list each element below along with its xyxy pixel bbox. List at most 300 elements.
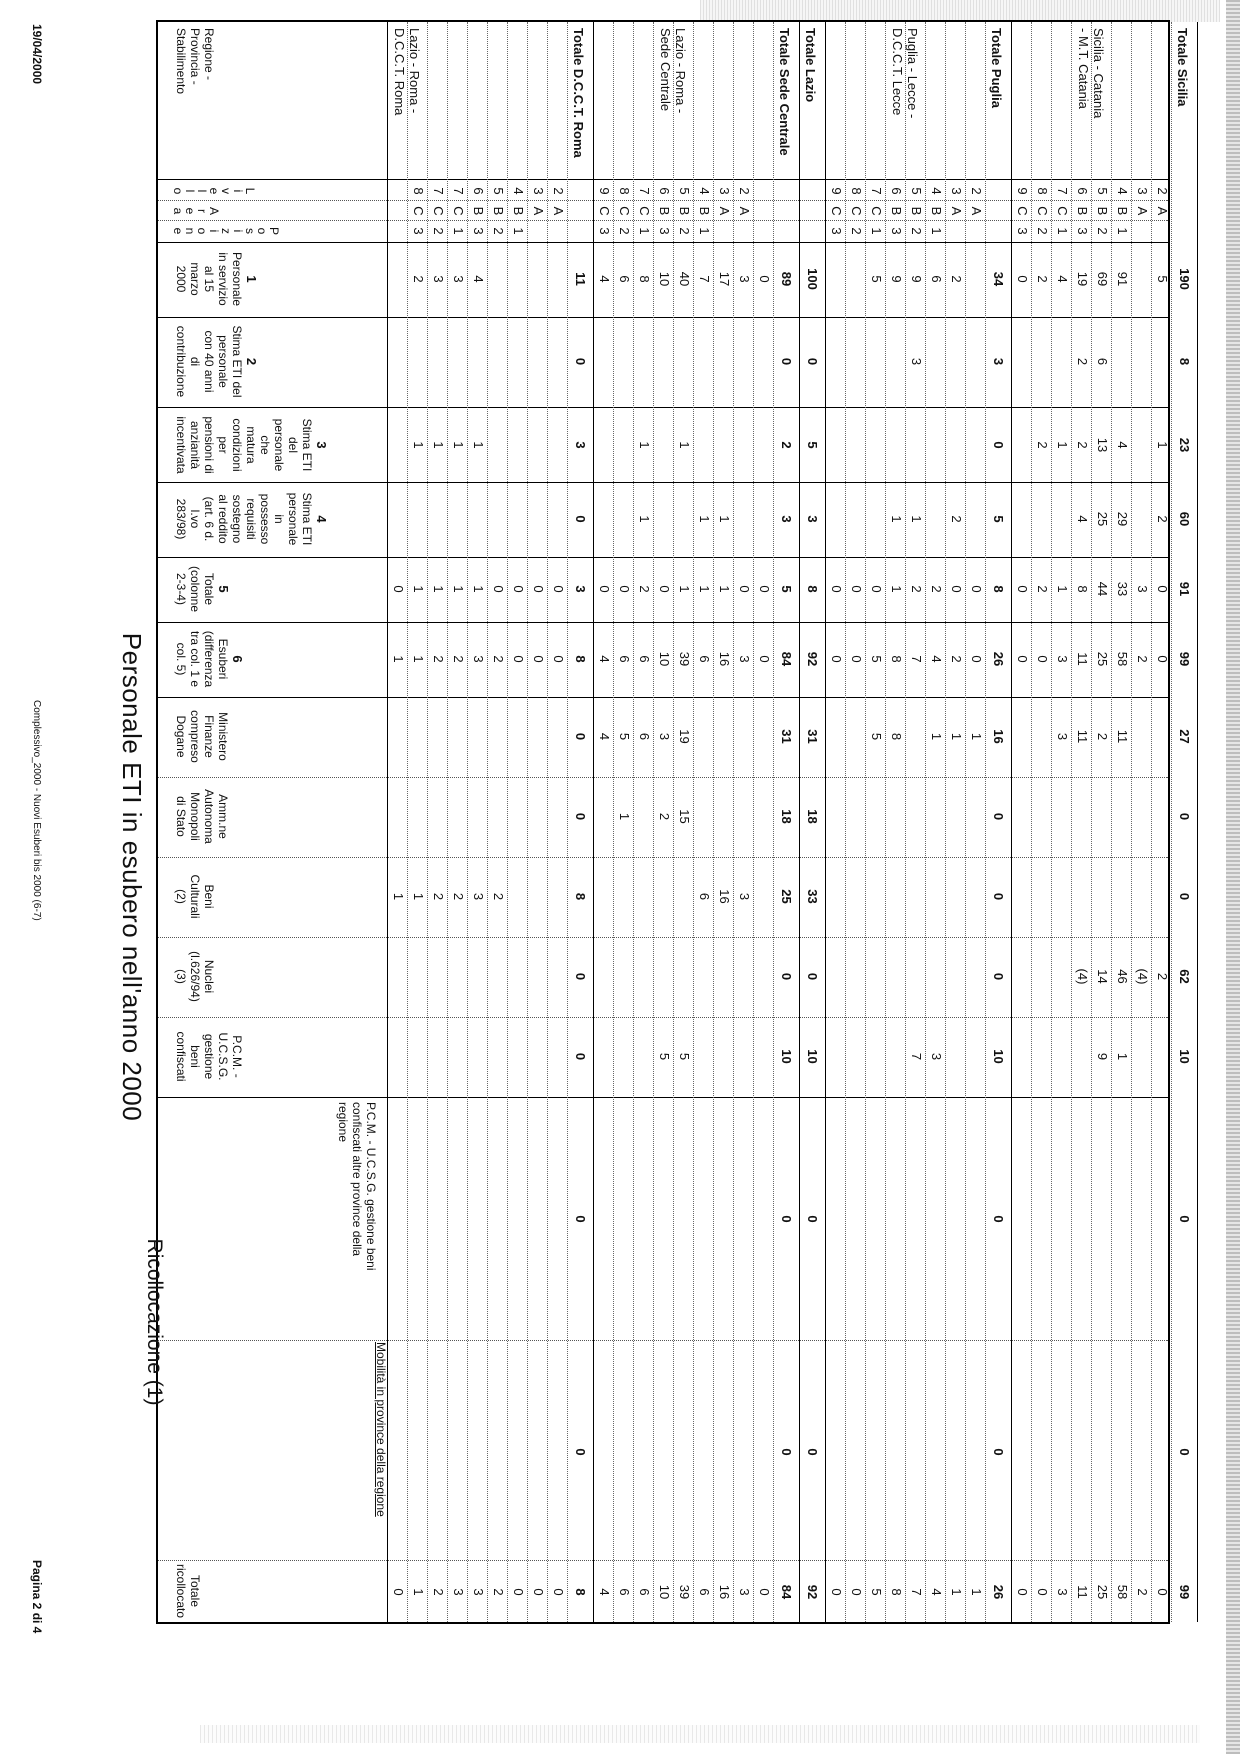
cell-c4 xyxy=(612,484,632,554)
cell-r6 xyxy=(1130,1099,1150,1339)
cell-r3 xyxy=(884,859,904,934)
cell-livello: 5 xyxy=(491,187,506,195)
cell-r6 xyxy=(824,1099,844,1339)
cell-r4 xyxy=(672,939,692,1014)
cell-c1: 3 xyxy=(431,275,446,283)
row-label: Puglia - Lecce - D.C.C.T. Lecce xyxy=(890,28,920,119)
cell-livello: 3 xyxy=(1135,187,1150,195)
cell-livello xyxy=(386,182,406,200)
cell-r7 xyxy=(692,1342,712,1562)
cell-area: B xyxy=(1095,206,1110,216)
cell-c3: 1 xyxy=(1055,441,1070,449)
cell-r3 xyxy=(824,859,844,934)
cell-area: C xyxy=(1035,206,1050,216)
cell-r3: 6 xyxy=(697,892,712,901)
cell-c5: 0 xyxy=(551,585,566,593)
cell-c5: 91 xyxy=(1177,581,1192,597)
cell-area: C xyxy=(849,206,864,216)
cell-c4 xyxy=(1050,484,1070,554)
cell-r2 xyxy=(1070,779,1090,854)
cell-r7 xyxy=(732,1342,752,1562)
cell-c1: 5 xyxy=(869,275,884,283)
cell-r4 xyxy=(844,939,864,1014)
cell-r6 xyxy=(944,1099,964,1339)
cell-r1: 4 xyxy=(597,732,612,741)
cell-r6 xyxy=(672,1099,692,1339)
cell-r3 xyxy=(1030,859,1050,934)
cell-c1 xyxy=(546,244,566,314)
table-row xyxy=(866,22,886,1622)
cell-c2 xyxy=(864,319,884,404)
cell-c2: 6 xyxy=(1095,357,1110,366)
cell-c4: 5 xyxy=(991,515,1006,523)
cell-r3 xyxy=(904,859,924,934)
cell-r2 xyxy=(1050,779,1070,854)
cell-c4 xyxy=(426,484,446,554)
cell-livello: 3 xyxy=(717,187,732,195)
cell-c5: 1 xyxy=(697,585,712,593)
cell-r5 xyxy=(844,1019,864,1094)
cell-c3: 3 xyxy=(573,441,588,449)
cell-tot: 3 xyxy=(471,1588,486,1596)
cell-r3: 3 xyxy=(471,892,486,901)
cell-c6: 58 xyxy=(1115,651,1130,667)
cell-r1 xyxy=(466,699,486,774)
cell-r1 xyxy=(1130,699,1150,774)
table-row xyxy=(508,22,528,1622)
cell-r2: 0 xyxy=(1177,812,1192,821)
header-mobilita-text: Mobilità in province della regione xyxy=(374,1342,388,1517)
cell-area: B xyxy=(909,206,924,216)
cell-tot: 0 xyxy=(849,1588,864,1596)
cell-area xyxy=(386,202,406,220)
cell-r5 xyxy=(692,1019,712,1094)
cell-r6 xyxy=(612,1099,632,1339)
cell-c4 xyxy=(732,484,752,554)
cell-r1: 11 xyxy=(1075,729,1090,744)
row-label: Sicilia - Catania - M.T. Catania xyxy=(1076,28,1106,119)
cell-r6 xyxy=(486,1099,506,1339)
cell-r4 xyxy=(1030,939,1050,1014)
cell-livello xyxy=(568,182,588,200)
cell-pos: 3 xyxy=(1015,227,1030,235)
cell-r5 xyxy=(632,1019,652,1094)
cell-r3: 1 xyxy=(411,892,426,901)
cell-c3: 23 xyxy=(1177,437,1192,453)
cell-r4: 0 xyxy=(991,972,1006,981)
cell-r3 xyxy=(632,859,652,934)
cell-c3 xyxy=(904,409,924,481)
cell-c4 xyxy=(546,484,566,554)
cell-c6: 2 xyxy=(1135,655,1150,663)
table-row xyxy=(926,22,946,1622)
cell-r1 xyxy=(486,699,506,774)
cell-c1: 40 xyxy=(677,271,692,287)
cell-r1: 19 xyxy=(677,729,692,744)
cell-r5: 10 xyxy=(779,1049,794,1064)
cell-r1: 3 xyxy=(657,732,672,741)
cell-c2 xyxy=(824,319,844,404)
row-rule xyxy=(1197,22,1198,1622)
cell-r4 xyxy=(752,939,772,1014)
cell-r5 xyxy=(1030,1019,1050,1094)
cell-c6: 4 xyxy=(929,655,944,663)
cell-r5 xyxy=(1130,1019,1150,1094)
cell-c4: 1 xyxy=(697,515,712,523)
cell-c4 xyxy=(486,484,506,554)
cell-c6: 0 xyxy=(1035,655,1050,663)
cell-r5: 10 xyxy=(991,1049,1006,1064)
cell-tot: 0 xyxy=(1155,1588,1170,1596)
cell-tot: 0 xyxy=(391,1588,406,1596)
cell-c6: 0 xyxy=(757,655,772,663)
cell-area: C xyxy=(431,206,446,216)
cell-c5: 0 xyxy=(617,585,632,593)
cell-r7 xyxy=(446,1342,466,1562)
cell-c6: 6 xyxy=(697,655,712,663)
cell-r2 xyxy=(1130,779,1150,854)
cell-tot: 0 xyxy=(511,1588,526,1596)
cell-r2 xyxy=(884,779,904,854)
cell-c5: 0 xyxy=(597,585,612,593)
cell-r6: 0 xyxy=(805,1215,820,1223)
cell-c3: 4 xyxy=(1115,441,1130,449)
cell-c3: 1 xyxy=(411,441,426,449)
header-col4-text: Stima ETI personale in possesso requisiti sostegno al reddito (art. 6 d. l.vo 283/98) xyxy=(174,492,314,546)
cell-c2 xyxy=(844,319,864,404)
cell-livello: 6 xyxy=(889,187,904,195)
cell-tot: 8 xyxy=(889,1588,904,1596)
cell-r7 xyxy=(1110,1342,1130,1562)
table-row xyxy=(634,22,654,1622)
cell-c5: 8 xyxy=(1075,585,1090,593)
cell-r4 xyxy=(692,939,712,1014)
cell-livello: 6 xyxy=(1075,187,1090,195)
cell-r3: 16 xyxy=(717,889,732,904)
cell-r1: 1 xyxy=(969,732,984,741)
cell-c2 xyxy=(712,319,732,404)
cell-c1: 8 xyxy=(637,275,652,283)
cell-tot: 3 xyxy=(1055,1588,1070,1596)
cell-r3 xyxy=(964,859,984,934)
cell-tot: 6 xyxy=(617,1588,632,1596)
cell-r7 xyxy=(672,1342,692,1562)
cell-c5: 33 xyxy=(1115,581,1130,597)
cell-pos xyxy=(568,222,588,240)
table-row xyxy=(614,22,634,1622)
cell-c5: 5 xyxy=(779,585,794,593)
cell-area: C xyxy=(1015,206,1030,216)
cell-c1 xyxy=(844,244,864,314)
cell-livello: 2 xyxy=(551,187,566,195)
cell-c4: 3 xyxy=(805,515,820,523)
cell-r7 xyxy=(406,1342,426,1562)
cell-tot: 1 xyxy=(969,1588,984,1596)
cell-c5: 0 xyxy=(1155,585,1170,593)
cell-livello: 8 xyxy=(411,187,426,195)
cell-tot: 4 xyxy=(597,1588,612,1596)
cell-tot: 25 xyxy=(1095,1584,1110,1600)
cell-r1: 27 xyxy=(1177,729,1192,744)
table-total-row xyxy=(568,22,594,1622)
cell-c4 xyxy=(964,484,984,554)
cell-pos: 2 xyxy=(1035,227,1050,235)
cell-c4: 29 xyxy=(1115,511,1130,527)
cell-r2: 1 xyxy=(617,812,632,821)
cell-c4: 4 xyxy=(1075,515,1090,523)
cell-r7: 0 xyxy=(573,1448,588,1456)
cell-c2 xyxy=(732,319,752,404)
cell-pos xyxy=(526,222,546,240)
cell-r7 xyxy=(526,1342,546,1562)
cell-pos: 3 xyxy=(471,227,486,235)
cell-r3 xyxy=(506,859,526,934)
cell-r5 xyxy=(964,1019,984,1094)
cell-r5 xyxy=(486,1019,506,1094)
cell-r2: 2 xyxy=(657,812,672,821)
cell-area: A xyxy=(531,206,546,216)
cell-c4 xyxy=(652,484,672,554)
header-col3 xyxy=(174,409,328,481)
cell-tot: 39 xyxy=(677,1584,692,1600)
cell-pos xyxy=(386,222,406,240)
cell-r4 xyxy=(924,939,944,1014)
cell-r2 xyxy=(752,779,772,854)
cell-r4: 2 xyxy=(1155,972,1170,981)
cell-r6: 0 xyxy=(1177,1215,1192,1223)
cell-r6: 0 xyxy=(573,1215,588,1223)
cell-c5: 1 xyxy=(431,585,446,593)
table-row xyxy=(528,22,548,1622)
cell-c1 xyxy=(964,244,984,314)
cell-tot: 2 xyxy=(491,1588,506,1596)
header-col1-text: Personale in servizio al 15 marzo 2000 xyxy=(174,251,244,307)
table-row xyxy=(448,22,468,1622)
cell-r6 xyxy=(844,1099,864,1339)
cell-r7 xyxy=(1150,1342,1170,1562)
cell-r2: 18 xyxy=(805,809,820,824)
cell-c5: 0 xyxy=(737,585,752,593)
cell-r2 xyxy=(824,779,844,854)
cell-r4: 46 xyxy=(1115,969,1130,984)
cell-r2 xyxy=(506,779,526,854)
cell-c5: 0 xyxy=(969,585,984,593)
cell-c2 xyxy=(466,319,486,404)
cell-tot: 0 xyxy=(1035,1588,1050,1596)
cell-c3 xyxy=(884,409,904,481)
cell-r4: 0 xyxy=(573,972,588,981)
cell-r7 xyxy=(964,1342,984,1562)
cell-r5 xyxy=(1010,1019,1030,1094)
cell-c3 xyxy=(824,409,844,481)
cell-c6: 0 xyxy=(829,655,844,663)
cell-area: C xyxy=(829,206,844,216)
cell-r7: 0 xyxy=(805,1448,820,1456)
cell-r3: 8 xyxy=(573,892,588,901)
cell-c5: 2 xyxy=(909,585,924,593)
cell-c6: 0 xyxy=(511,655,526,663)
cell-c4 xyxy=(844,484,864,554)
cell-pos: 2 xyxy=(431,227,446,235)
cell-c1: 19 xyxy=(1075,271,1090,287)
cell-area: A xyxy=(949,206,964,216)
cell-r1: 5 xyxy=(617,732,632,741)
cell-tot: 26 xyxy=(991,1584,1006,1600)
cell-c6: 2 xyxy=(431,655,446,663)
cell-c6: 3 xyxy=(471,655,486,663)
cell-r2: 0 xyxy=(573,812,588,821)
cell-r1 xyxy=(752,699,772,774)
cell-r5 xyxy=(944,1019,964,1094)
cell-r4 xyxy=(426,939,446,1014)
cell-r1: 1 xyxy=(929,732,944,741)
cell-c3 xyxy=(692,409,712,481)
cell-c1 xyxy=(506,244,526,314)
footer-page: Pagina 2 di 4 xyxy=(30,1560,44,1634)
table-row xyxy=(1032,22,1052,1622)
cell-r5 xyxy=(466,1019,486,1094)
table-total-row xyxy=(774,22,800,1622)
cell-area: B xyxy=(491,206,506,216)
cell-c2 xyxy=(692,319,712,404)
cell-c2: 0 xyxy=(805,357,820,366)
cell-c3 xyxy=(1130,409,1150,481)
cell-c2 xyxy=(652,319,672,404)
cell-r2 xyxy=(964,779,984,854)
cell-r5 xyxy=(884,1019,904,1094)
cell-r2 xyxy=(546,779,566,854)
cell-c6: 26 xyxy=(991,651,1006,667)
cell-r6 xyxy=(1110,1099,1130,1339)
cell-c1: 2 xyxy=(1035,275,1050,283)
header-col2-number: 2 xyxy=(244,357,259,366)
table-row xyxy=(1152,22,1172,1622)
cell-c1: 17 xyxy=(717,271,732,287)
cell-c5: 1 xyxy=(1055,585,1070,593)
cell-r6 xyxy=(1150,1099,1170,1339)
cell-r3 xyxy=(1070,859,1090,934)
cell-r3 xyxy=(752,859,772,934)
cell-c3 xyxy=(486,409,506,481)
cell-c1: 0 xyxy=(757,275,772,283)
table-row xyxy=(594,22,614,1622)
cell-r6 xyxy=(632,1099,652,1339)
row-label: Totale Puglia xyxy=(989,28,1004,108)
cell-c5: 8 xyxy=(805,585,820,593)
cell-r2: 18 xyxy=(779,809,794,824)
cell-r5 xyxy=(824,1019,844,1094)
cell-c3: 1 xyxy=(1155,441,1170,449)
cell-c4 xyxy=(446,484,466,554)
cell-r7 xyxy=(652,1342,672,1562)
cell-c2 xyxy=(486,319,506,404)
cell-r6 xyxy=(1090,1099,1110,1339)
cell-r2 xyxy=(944,779,964,854)
ricollocazione-title: Ricollocazione (1) xyxy=(143,1238,166,1406)
cell-c6: 39 xyxy=(677,651,692,667)
cell-r2 xyxy=(526,779,546,854)
cell-c4 xyxy=(1130,484,1150,554)
cell-r1: 31 xyxy=(805,729,820,744)
cell-r4: 62 xyxy=(1177,969,1192,984)
cell-c1: 3 xyxy=(737,275,752,283)
cell-c6: 0 xyxy=(531,655,546,663)
cell-livello: 6 xyxy=(471,187,486,195)
cell-pos: 3 xyxy=(1075,227,1090,235)
cell-tot: 8 xyxy=(573,1588,588,1596)
cell-c4 xyxy=(1010,484,1030,554)
cell-r7: 0 xyxy=(1177,1448,1192,1456)
cell-r5 xyxy=(732,1019,752,1094)
header-col2 xyxy=(174,319,258,404)
cell-r6 xyxy=(506,1099,526,1339)
row-label: Totale Lazio xyxy=(803,28,818,103)
cell-r6 xyxy=(964,1099,984,1339)
cell-c1: 9 xyxy=(889,275,904,283)
cell-r6 xyxy=(406,1099,426,1339)
cell-livello: 6 xyxy=(657,187,672,195)
cell-c6: 0 xyxy=(1015,655,1030,663)
cell-c6: 6 xyxy=(617,655,632,663)
cell-livello: 2 xyxy=(737,187,752,195)
cell-c1: 0 xyxy=(1015,275,1030,283)
cell-r4 xyxy=(732,939,752,1014)
cell-area: C xyxy=(637,206,652,216)
cell-r3 xyxy=(612,859,632,934)
cell-r1 xyxy=(904,699,924,774)
cell-r3 xyxy=(944,859,964,934)
header-monopoli: Amm.ne Autonoma Monopoli di Stato xyxy=(174,789,230,844)
header-nuclei: Nuclei (l.626/94) (3) xyxy=(174,951,216,1002)
cell-area xyxy=(986,202,1006,220)
row-label: Lazio - Roma - D.C.C.T. Roma xyxy=(392,28,422,116)
cell-livello: 9 xyxy=(829,187,844,195)
cell-pos xyxy=(1150,222,1170,240)
cell-c3 xyxy=(386,409,406,481)
cell-c2 xyxy=(446,319,466,404)
cell-pos xyxy=(1130,222,1150,240)
cell-livello: 7 xyxy=(431,187,446,195)
cell-r7 xyxy=(904,1342,924,1562)
cell-r5 xyxy=(526,1019,546,1094)
cell-c1: 4 xyxy=(1055,275,1070,283)
cell-r2 xyxy=(406,779,426,854)
cell-c4 xyxy=(406,484,426,554)
cell-c4: 2 xyxy=(949,515,964,523)
row-label: Totale Sede Centrale xyxy=(777,28,792,156)
cell-pos xyxy=(944,222,964,240)
cell-r5: 5 xyxy=(657,1052,672,1061)
cell-c6: 0 xyxy=(551,655,566,663)
cell-c2 xyxy=(1010,319,1030,404)
cell-r3 xyxy=(924,859,944,934)
cell-r5 xyxy=(406,1019,426,1094)
cell-r3: 33 xyxy=(805,889,820,904)
cell-livello xyxy=(774,182,794,200)
cell-r2 xyxy=(904,779,924,854)
cell-c6: 92 xyxy=(805,651,820,667)
cell-r5 xyxy=(612,1019,632,1094)
cell-r5: 10 xyxy=(1177,1049,1192,1064)
cell-pos: 2 xyxy=(849,227,864,235)
cell-r6 xyxy=(466,1099,486,1339)
cell-r6 xyxy=(732,1099,752,1339)
cell-r4 xyxy=(1050,939,1070,1014)
cell-c4 xyxy=(924,484,944,554)
cell-tot: 2 xyxy=(431,1588,446,1596)
cell-r1: 8 xyxy=(889,732,904,741)
cell-r3: 1 xyxy=(391,892,406,901)
